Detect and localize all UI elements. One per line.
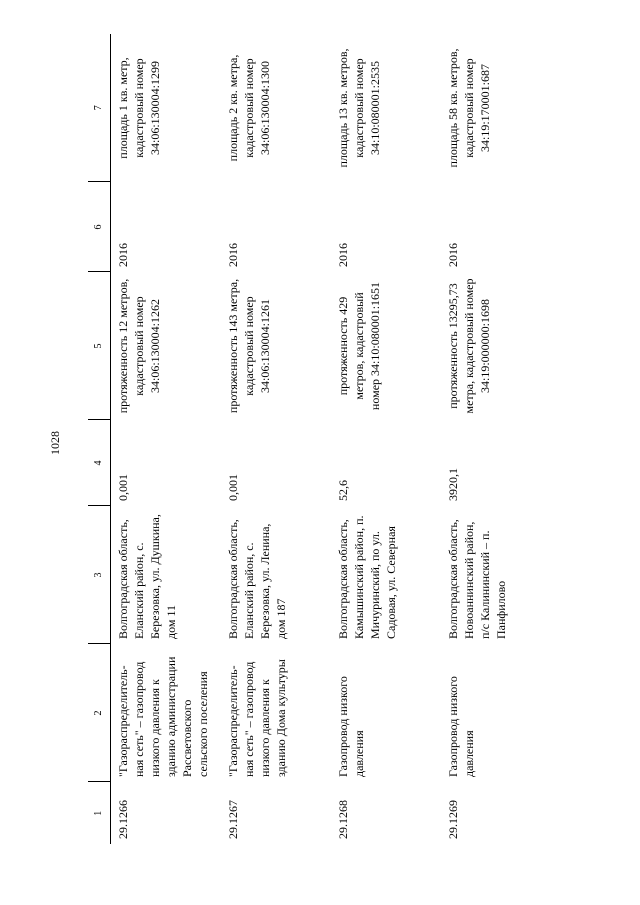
- land-plot-info: площадь 13 кв. метров, кадастровый номер 34:10:080001:2535: [335, 48, 382, 168]
- column-header-6: 6: [88, 182, 111, 272]
- object-characteristics: протяженность 143 метра, кадастровый номер 34:06:130004:1261: [225, 278, 272, 414]
- column-header-3: 3: [88, 506, 111, 644]
- object-address: Волгоградская область, Камышинский район, п. Мичуринский, по ул. Садовая, ул. Северная: [335, 515, 398, 639]
- object-name: "Газораспределитель-ная сеть" – газопровод низкого давления к зданию Дома культуры: [225, 659, 288, 777]
- column-header-7: 7: [88, 34, 111, 182]
- object-year: 2016: [445, 243, 460, 267]
- land-plot-info: площадь 1 кв. метр, кадастровый номер 34:06:130004:1299: [116, 57, 162, 159]
- object-value: 52,6: [335, 480, 350, 501]
- document-sheet: [88, 34, 558, 844]
- property-table: [88, 34, 551, 844]
- row-number: 29.1269: [445, 800, 460, 839]
- land-plot-info: площадь 58 кв. метров, кадастровый номер 34:19:170001:687: [445, 48, 492, 168]
- object-name: Газопровод низкого давления: [445, 676, 476, 777]
- column-header-4: 4: [88, 420, 111, 506]
- object-value: 0,001: [225, 474, 240, 501]
- column-header-1: 1: [88, 782, 111, 844]
- object-value: 3920,1: [445, 468, 460, 501]
- object-address: Волгоградская область, Еланский район, с. Березовка, ул. Душкина, дом 11: [116, 514, 178, 639]
- page-number: 1028: [48, 431, 62, 455]
- object-name: "Газораспределитель-ная сеть" – газопровод низкого давления к зданию администрации Рассветовского сельского поселения: [116, 656, 210, 777]
- object-characteristics: протяженность 12 метров, кадастровый номер 34:06:130004:1262: [116, 278, 162, 414]
- column-header-2: 2: [88, 644, 111, 782]
- object-year: 2016: [225, 243, 240, 267]
- row-number: 29.1266: [116, 800, 130, 839]
- object-year: 2016: [335, 243, 350, 267]
- row-number: 29.1267: [225, 800, 240, 839]
- object-address: Волгоградская область, Еланский район, с. Березовка, ул. Ленина, дом 187: [225, 519, 288, 639]
- table-row: [331, 34, 441, 844]
- rotated-table-wrapper: [88, 34, 558, 844]
- object-value: 0,001: [116, 474, 130, 501]
- object-address: Волгоградская область, Новоаннинский район, п/с Калининский – п. Панфилово: [445, 519, 508, 639]
- object-characteristics: протяженность 429 метров, кадастровый номер 34:10:080001:1651: [335, 281, 382, 411]
- object-characteristics: протяженность 13295,73 метра, кадастровый номер 34:19:000000:1698: [445, 278, 492, 414]
- land-plot-info: площадь 2 кв. метра, кадастровый номер 34:06:130004:1300: [225, 54, 272, 162]
- row-number: 29.1268: [335, 800, 350, 839]
- table-row: [221, 34, 331, 844]
- table-row: [111, 34, 221, 844]
- table-row: [441, 34, 551, 844]
- object-name: Газопровод низкого давления: [335, 676, 366, 777]
- column-header-5: 5: [88, 272, 111, 420]
- table-header-row: [88, 34, 111, 844]
- object-year: 2016: [116, 243, 130, 267]
